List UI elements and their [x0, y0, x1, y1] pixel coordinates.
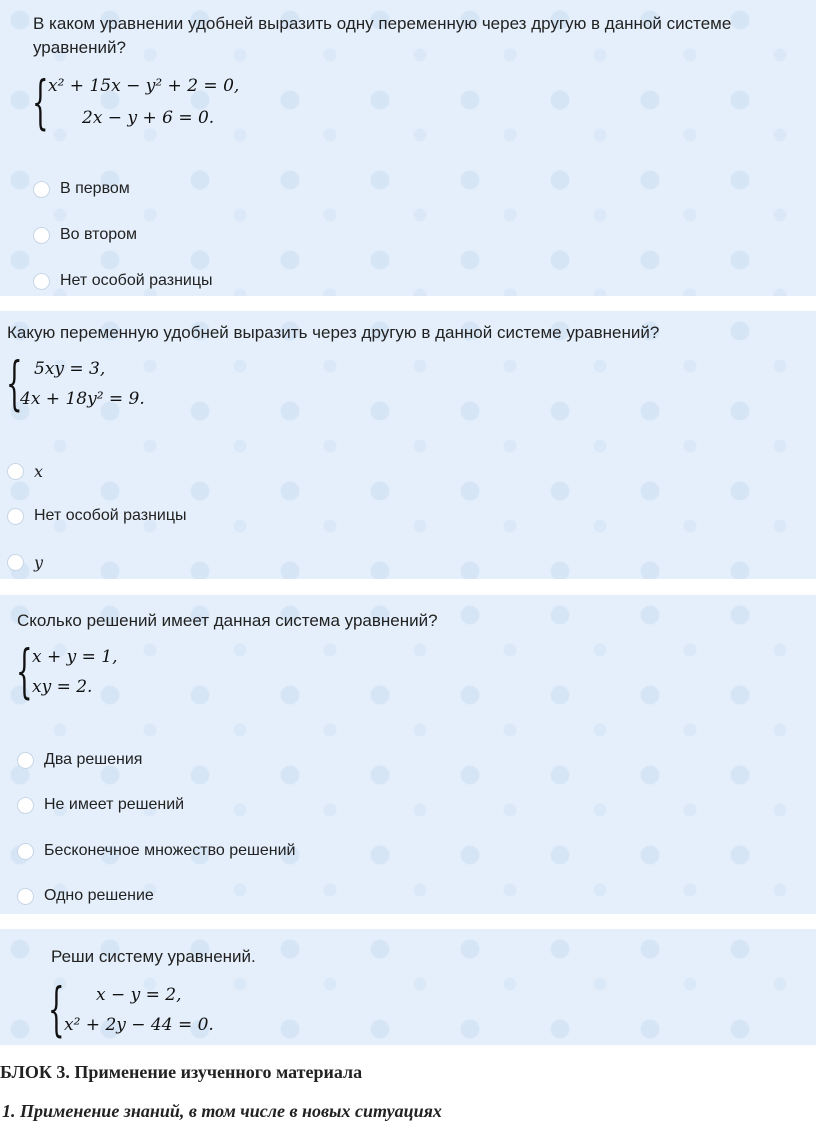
option-q1-3[interactable] — [33, 268, 213, 294]
question-card-2 — [0, 311, 816, 579]
equation-line-2: x² + 2y − 44 = 0. — [64, 1015, 214, 1035]
option-q3-2[interactable] — [17, 792, 184, 818]
radio-icon[interactable] — [17, 752, 34, 769]
section-subtitle: 1. Применение знаний, в том числе в новых ситуациях — [2, 1101, 442, 1121]
radio-icon[interactable] — [7, 508, 24, 525]
option-label: В первом — [60, 180, 130, 197]
option-q2-2[interactable] — [7, 503, 187, 529]
option-label: Нет особой разницы — [60, 272, 213, 289]
option-label: x — [34, 461, 44, 481]
option-q3-3[interactable] — [17, 838, 295, 864]
radio-icon[interactable] — [17, 843, 34, 860]
equation-line-1: x + y = 1, — [32, 647, 118, 667]
radio-icon[interactable] — [17, 797, 34, 814]
option-label: Два решения — [44, 751, 143, 768]
block-title: БЛОК 3. Применение изученного материала — [0, 1062, 363, 1082]
option-label: Бесконечное множество решений — [44, 842, 296, 859]
question-card-3 — [0, 595, 816, 914]
brace-icon: { — [6, 349, 23, 417]
question-4-text: Реши систему уравнений. — [51, 947, 256, 966]
option-label: Не имеет решений — [44, 796, 185, 813]
question-1-text: В каком уравнении удобней выразить одну переменную через другую в данной системе уравнений? — [33, 14, 732, 57]
equation-system-2 — [6, 349, 306, 417]
equation-line-1: x² + 15x − y² + 2 = 0, — [48, 76, 240, 96]
option-label: Во втором — [60, 226, 138, 243]
equation-system-1 — [32, 68, 432, 136]
radio-icon[interactable] — [7, 554, 24, 571]
option-q1-1[interactable] — [33, 176, 130, 202]
option-q3-1[interactable] — [17, 747, 142, 773]
option-q2-1[interactable] — [7, 458, 43, 484]
option-q2-3[interactable] — [7, 549, 43, 575]
brace-icon: { — [32, 68, 49, 136]
equation-line-1: x − y = 2, — [96, 985, 182, 1005]
brace-icon: { — [48, 975, 65, 1043]
equation-system-4 — [48, 975, 348, 1043]
option-label: y — [34, 552, 44, 572]
radio-icon[interactable] — [33, 227, 50, 244]
question-card-1 — [0, 0, 816, 296]
radio-icon[interactable] — [17, 888, 34, 905]
option-label: Одно решение — [44, 887, 154, 904]
brace-icon: { — [16, 637, 33, 705]
option-q1-2[interactable] — [33, 222, 137, 248]
equation-line-2: 4x + 18y² = 9. — [20, 389, 145, 409]
radio-icon[interactable] — [7, 463, 24, 480]
radio-icon[interactable] — [33, 181, 50, 198]
equation-system-3 — [16, 637, 316, 705]
radio-icon[interactable] — [33, 273, 50, 290]
option-label: Нет особой разницы — [34, 507, 187, 524]
question-3-text: Сколько решений имеет данная система уравнений? — [17, 611, 438, 630]
question-2-text: Какую переменную удобней выразить через другую в данной системе уравнений? — [7, 323, 660, 342]
question-card-4 — [0, 929, 816, 1045]
equation-line-1: 5xy = 3, — [34, 359, 106, 379]
option-q3-4[interactable] — [17, 883, 154, 909]
equation-line-2: 2x − y + 6 = 0. — [82, 108, 215, 128]
equation-line-2: xy = 2. — [32, 677, 93, 697]
